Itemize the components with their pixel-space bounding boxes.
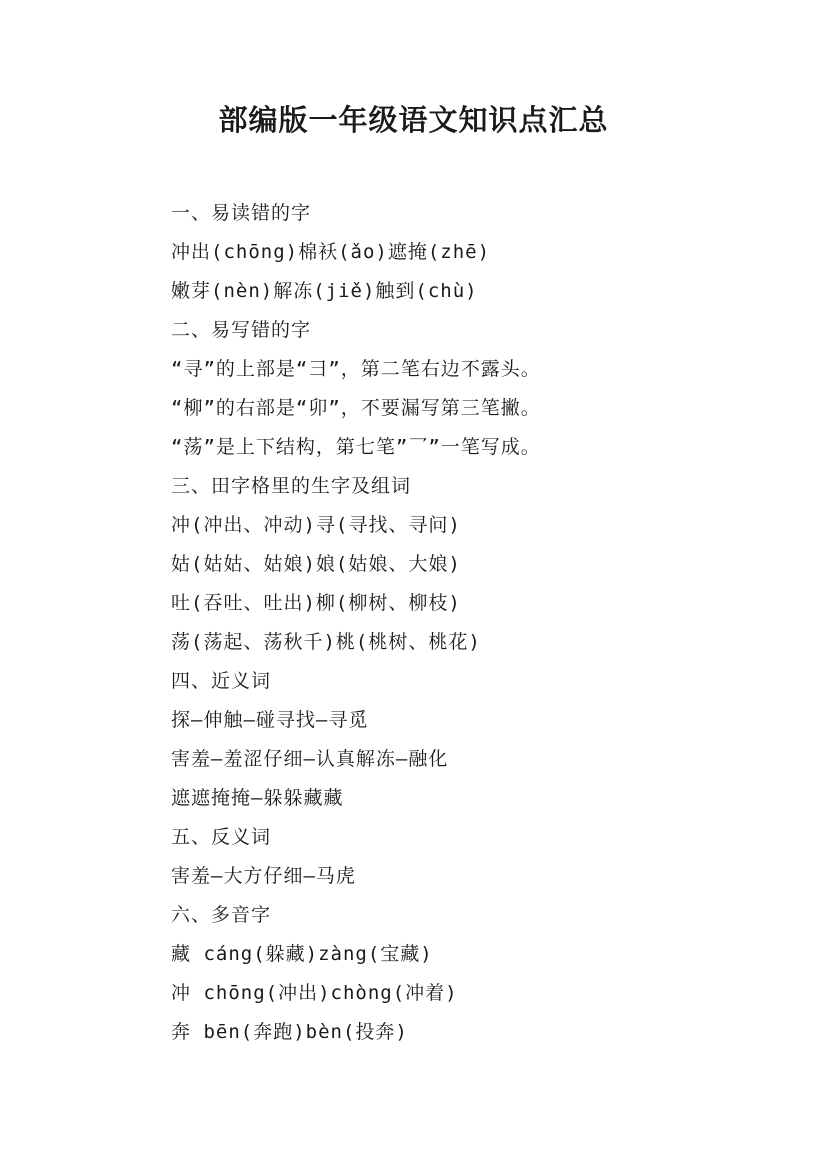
- text-line: 荡(荡起、荡秋千)桃(桃树、桃花): [171, 631, 481, 653]
- section-heading-misread: 一、易读错的字: [171, 202, 312, 224]
- text-line: 探—伸触—碰寻找—寻觅: [171, 709, 369, 731]
- section-heading-antonyms: 五、反义词: [171, 826, 272, 848]
- text-line: 害羞—大方仔细—马虎: [171, 865, 356, 887]
- text-line: 害羞—羞涩仔细—认真解冻—融化: [171, 748, 449, 770]
- text-line: “寻”的上部是“彐”，第二笔右边不露头。: [171, 358, 541, 380]
- section-heading-new-characters: 三、田字格里的生字及组词: [171, 475, 412, 497]
- text-line: 姑(姑姑、姑娘)娘(姑娘、大娘): [171, 553, 461, 575]
- text-line: 冲(冲出、冲动)寻(寻找、寻问): [171, 514, 461, 536]
- text-line: “柳”的右部是“卯”，不要漏写第三笔撇。: [171, 397, 541, 419]
- text-line: 吐(吞吐、吐出)柳(柳树、柳枝): [171, 592, 461, 614]
- document-body: [171, 194, 791, 1052]
- text-line: 冲 chōng(冲出)chòng(冲着): [171, 982, 458, 1004]
- text-line: 奔 bēn(奔跑)bèn(投奔): [171, 1021, 408, 1043]
- text-line: 藏 cáng(躲藏)zàng(宝藏): [171, 943, 433, 965]
- text-line: “荡”是上下结构，第七笔”乛”一笔写成。: [171, 436, 541, 458]
- section-heading-miswritten: 二、易写错的字: [171, 319, 312, 341]
- section-heading-synonyms: 四、近义词: [171, 670, 272, 692]
- document-title: 部编版一年级语文知识点汇总: [218, 103, 609, 137]
- text-line: 遮遮掩掩—躲躲藏藏: [171, 787, 344, 809]
- text-line: 冲出(chōng)棉袄(ǎo)遮掩(zhē): [171, 241, 491, 263]
- section-heading-polyphones: 六、多音字: [171, 904, 272, 926]
- text-line: 嫩芽(nèn)解冻(jiě)触到(chù): [171, 280, 478, 302]
